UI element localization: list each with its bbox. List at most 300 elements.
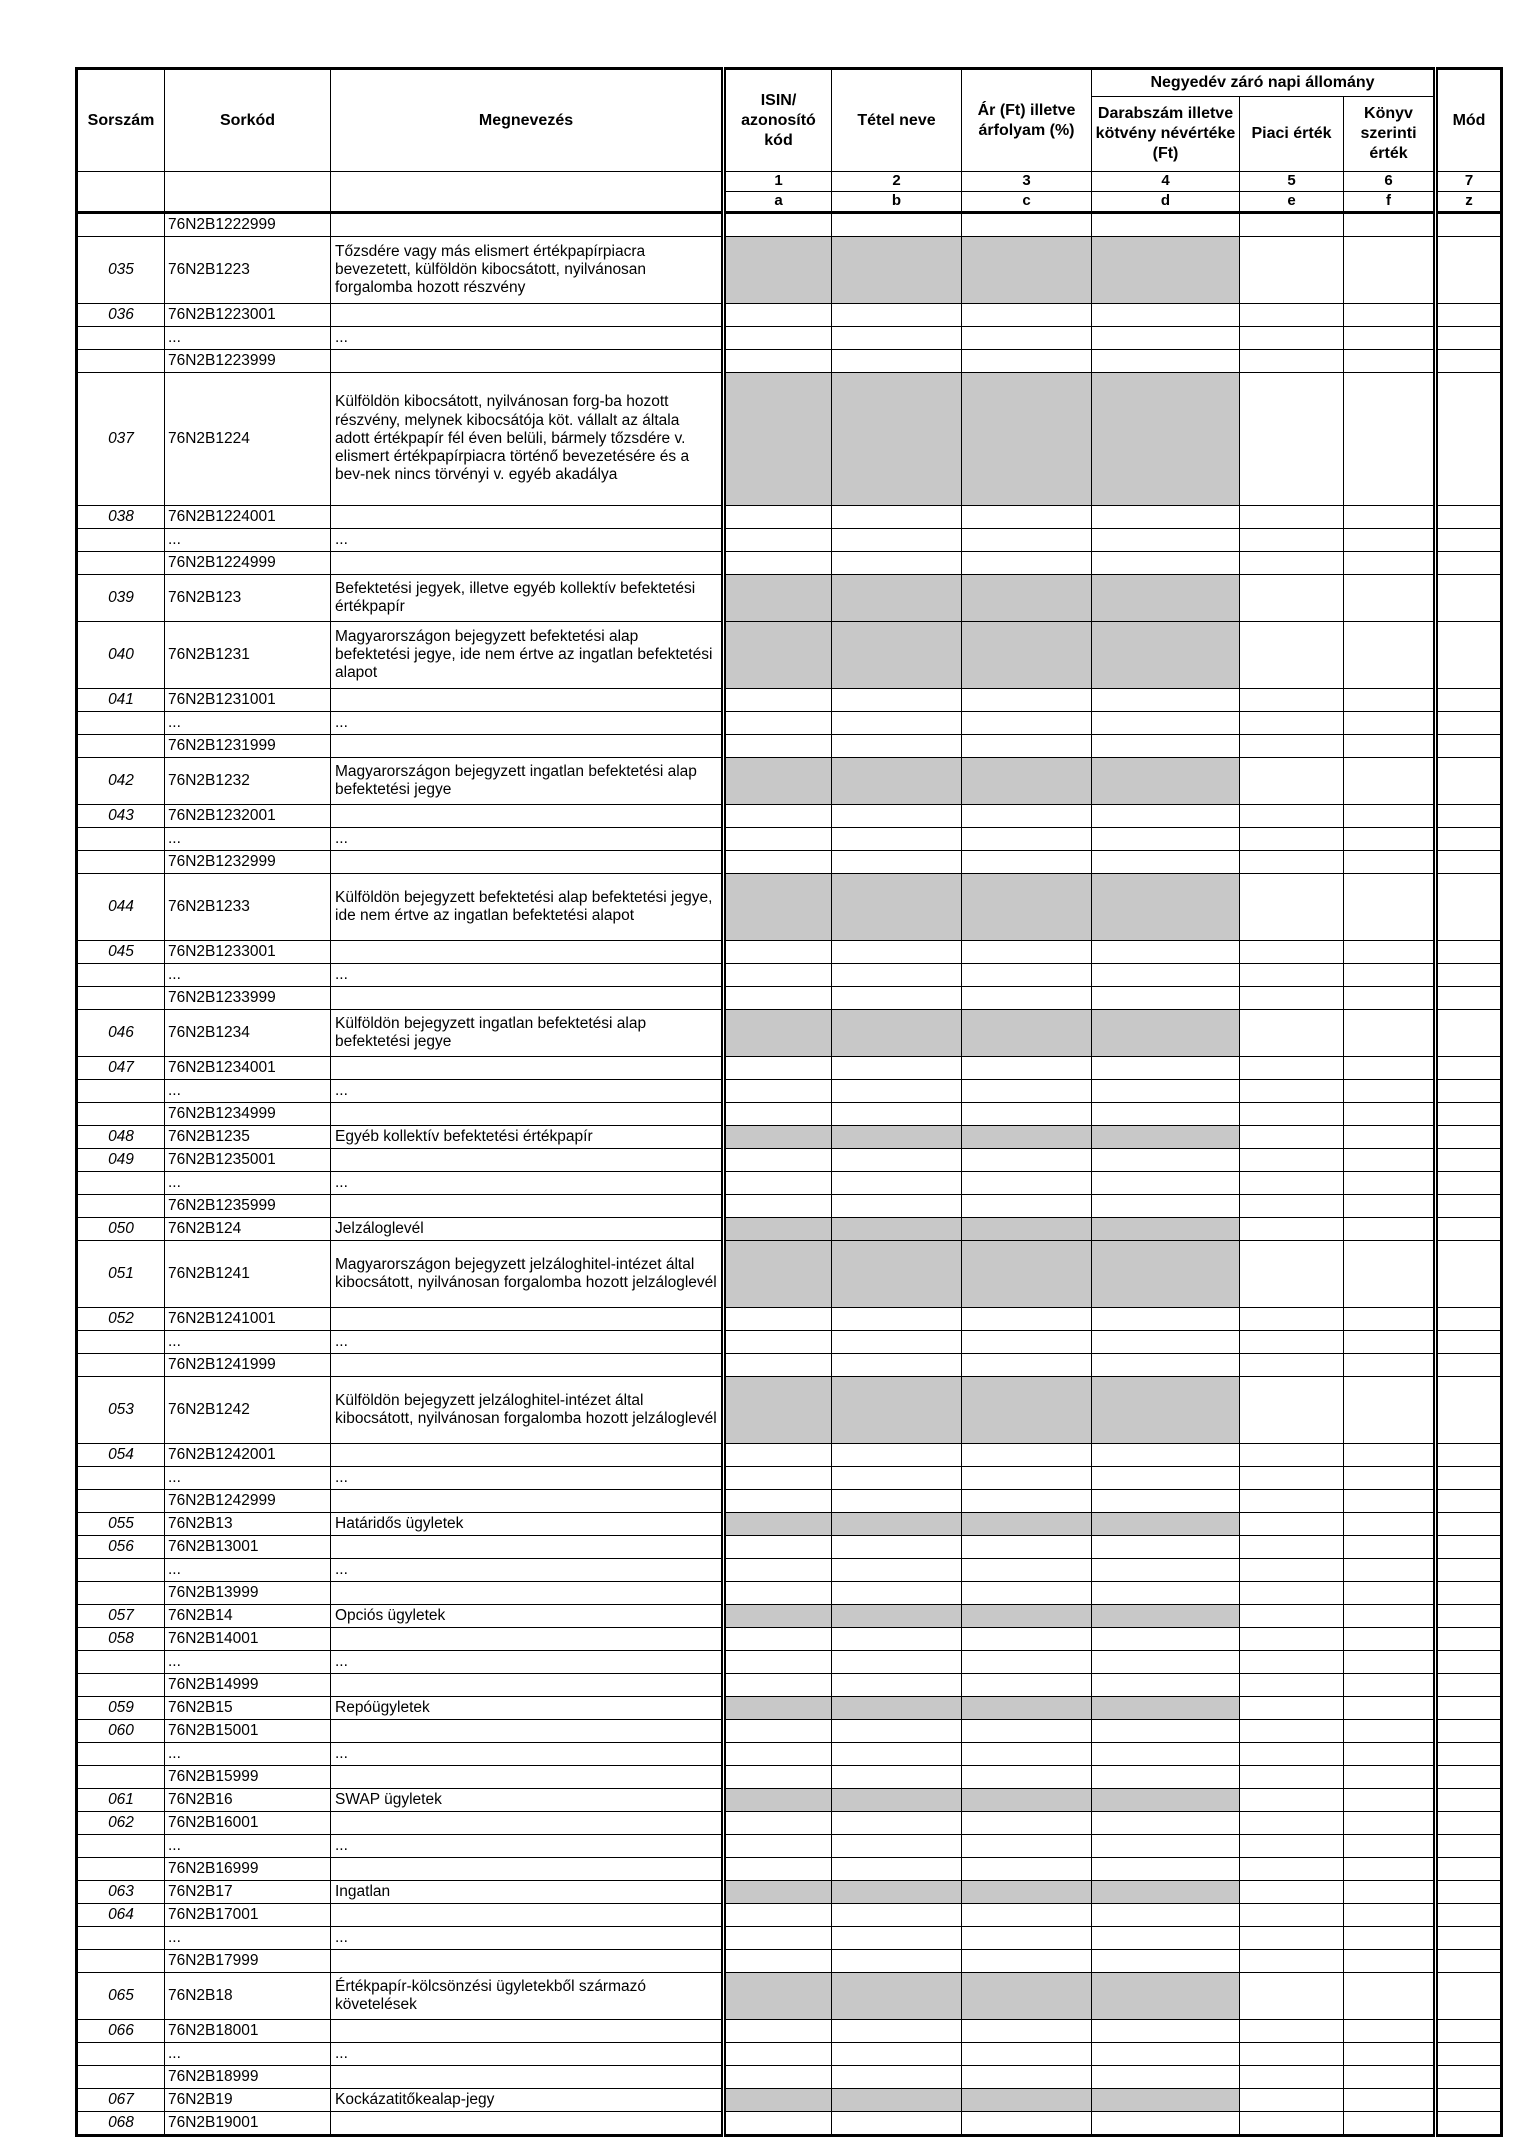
cell-ar[interactable]: [962, 1536, 1092, 1559]
cell-mod[interactable]: [1436, 1218, 1502, 1241]
cell-piaci-ertek[interactable]: [1240, 1743, 1344, 1766]
cell-konyv-ertek[interactable]: [1344, 575, 1436, 622]
cell-darabszam[interactable]: [1092, 1605, 1240, 1628]
cell-darabszam[interactable]: [1092, 1172, 1240, 1195]
cell-darabszam[interactable]: [1092, 1126, 1240, 1149]
cell-konyv-ertek[interactable]: [1344, 1241, 1436, 1308]
cell-konyv-ertek[interactable]: [1344, 304, 1436, 327]
cell-tetel-neve[interactable]: [832, 1080, 962, 1103]
cell-isin[interactable]: [724, 828, 832, 851]
cell-isin[interactable]: [724, 2066, 832, 2089]
cell-konyv-ertek[interactable]: [1344, 1651, 1436, 1674]
cell-isin[interactable]: [724, 689, 832, 712]
cell-piaci-ertek[interactable]: [1240, 1010, 1344, 1057]
cell-piaci-ertek[interactable]: [1240, 1241, 1344, 1308]
cell-piaci-ertek[interactable]: [1240, 575, 1344, 622]
cell-isin[interactable]: [724, 1904, 832, 1927]
cell-isin[interactable]: [724, 506, 832, 529]
cell-konyv-ertek[interactable]: [1344, 828, 1436, 851]
cell-ar[interactable]: [962, 1467, 1092, 1490]
cell-isin[interactable]: [724, 1149, 832, 1172]
cell-ar[interactable]: [962, 1605, 1092, 1628]
cell-darabszam[interactable]: [1092, 1697, 1240, 1720]
cell-mod[interactable]: [1436, 1467, 1502, 1490]
cell-piaci-ertek[interactable]: [1240, 964, 1344, 987]
cell-isin[interactable]: [724, 1218, 832, 1241]
cell-konyv-ertek[interactable]: [1344, 529, 1436, 552]
cell-piaci-ertek[interactable]: [1240, 1697, 1344, 1720]
cell-isin[interactable]: [724, 1172, 832, 1195]
cell-piaci-ertek[interactable]: [1240, 1835, 1344, 1858]
cell-mod[interactable]: [1436, 575, 1502, 622]
cell-isin[interactable]: [724, 1241, 832, 1308]
cell-konyv-ertek[interactable]: [1344, 2043, 1436, 2066]
cell-konyv-ertek[interactable]: [1344, 1513, 1436, 1536]
cell-konyv-ertek[interactable]: [1344, 874, 1436, 941]
cell-darabszam[interactable]: [1092, 1149, 1240, 1172]
cell-mod[interactable]: [1436, 735, 1502, 758]
cell-darabszam[interactable]: [1092, 2020, 1240, 2043]
cell-konyv-ertek[interactable]: [1344, 1950, 1436, 1973]
cell-mod[interactable]: [1436, 2020, 1502, 2043]
cell-mod[interactable]: [1436, 1172, 1502, 1195]
cell-isin[interactable]: [724, 1331, 832, 1354]
cell-isin[interactable]: [724, 350, 832, 373]
cell-isin[interactable]: [724, 1720, 832, 1743]
cell-konyv-ertek[interactable]: [1344, 1057, 1436, 1080]
cell-piaci-ertek[interactable]: [1240, 1559, 1344, 1582]
cell-tetel-neve[interactable]: [832, 1973, 962, 2020]
cell-isin[interactable]: [724, 1582, 832, 1605]
cell-ar[interactable]: [962, 1103, 1092, 1126]
cell-ar[interactable]: [962, 1697, 1092, 1720]
cell-darabszam[interactable]: [1092, 1195, 1240, 1218]
cell-isin[interactable]: [724, 735, 832, 758]
cell-tetel-neve[interactable]: [832, 327, 962, 350]
cell-darabszam[interactable]: [1092, 2089, 1240, 2112]
cell-darabszam[interactable]: [1092, 373, 1240, 506]
cell-mod[interactable]: [1436, 1010, 1502, 1057]
cell-tetel-neve[interactable]: [832, 1835, 962, 1858]
cell-mod[interactable]: [1436, 828, 1502, 851]
cell-isin[interactable]: [724, 1010, 832, 1057]
cell-isin[interactable]: [724, 1103, 832, 1126]
cell-ar[interactable]: [962, 1218, 1092, 1241]
cell-konyv-ertek[interactable]: [1344, 1973, 1436, 2020]
cell-mod[interactable]: [1436, 1651, 1502, 1674]
cell-piaci-ertek[interactable]: [1240, 1513, 1344, 1536]
cell-isin[interactable]: [724, 2089, 832, 2112]
cell-mod[interactable]: [1436, 851, 1502, 874]
cell-darabszam[interactable]: [1092, 622, 1240, 689]
cell-mod[interactable]: [1436, 805, 1502, 828]
cell-ar[interactable]: [962, 1674, 1092, 1697]
cell-ar[interactable]: [962, 1377, 1092, 1444]
cell-isin[interactable]: [724, 1835, 832, 1858]
cell-ar[interactable]: [962, 1904, 1092, 1927]
cell-konyv-ertek[interactable]: [1344, 1308, 1436, 1331]
cell-piaci-ertek[interactable]: [1240, 874, 1344, 941]
cell-konyv-ertek[interactable]: [1344, 1605, 1436, 1628]
cell-mod[interactable]: [1436, 689, 1502, 712]
cell-ar[interactable]: [962, 1950, 1092, 1973]
cell-darabszam[interactable]: [1092, 941, 1240, 964]
cell-konyv-ertek[interactable]: [1344, 1218, 1436, 1241]
cell-mod[interactable]: [1436, 327, 1502, 350]
cell-mod[interactable]: [1436, 1536, 1502, 1559]
cell-ar[interactable]: [962, 2020, 1092, 2043]
cell-tetel-neve[interactable]: [832, 1057, 962, 1080]
cell-ar[interactable]: [962, 552, 1092, 575]
cell-konyv-ertek[interactable]: [1344, 1377, 1436, 1444]
cell-darabszam[interactable]: [1092, 1559, 1240, 1582]
cell-tetel-neve[interactable]: [832, 712, 962, 735]
cell-konyv-ertek[interactable]: [1344, 712, 1436, 735]
cell-isin[interactable]: [724, 1080, 832, 1103]
cell-ar[interactable]: [962, 1241, 1092, 1308]
cell-ar[interactable]: [962, 1651, 1092, 1674]
cell-tetel-neve[interactable]: [832, 1697, 962, 1720]
cell-konyv-ertek[interactable]: [1344, 1858, 1436, 1881]
cell-isin[interactable]: [724, 874, 832, 941]
cell-piaci-ertek[interactable]: [1240, 758, 1344, 805]
cell-konyv-ertek[interactable]: [1344, 851, 1436, 874]
cell-ar[interactable]: [962, 1881, 1092, 1904]
cell-tetel-neve[interactable]: [832, 2020, 962, 2043]
cell-konyv-ertek[interactable]: [1344, 622, 1436, 689]
cell-konyv-ertek[interactable]: [1344, 1789, 1436, 1812]
cell-konyv-ertek[interactable]: [1344, 373, 1436, 506]
cell-mod[interactable]: [1436, 1904, 1502, 1927]
cell-ar[interactable]: [962, 851, 1092, 874]
cell-ar[interactable]: [962, 213, 1092, 237]
cell-piaci-ertek[interactable]: [1240, 1766, 1344, 1789]
cell-mod[interactable]: [1436, 1881, 1502, 1904]
cell-konyv-ertek[interactable]: [1344, 1490, 1436, 1513]
cell-piaci-ertek[interactable]: [1240, 1057, 1344, 1080]
cell-piaci-ertek[interactable]: [1240, 1195, 1344, 1218]
cell-isin[interactable]: [724, 529, 832, 552]
cell-mod[interactable]: [1436, 1490, 1502, 1513]
cell-tetel-neve[interactable]: [832, 828, 962, 851]
cell-darabszam[interactable]: [1092, 1308, 1240, 1331]
cell-isin[interactable]: [724, 552, 832, 575]
cell-piaci-ertek[interactable]: [1240, 1812, 1344, 1835]
cell-ar[interactable]: [962, 941, 1092, 964]
cell-mod[interactable]: [1436, 2112, 1502, 2136]
cell-ar[interactable]: [962, 1172, 1092, 1195]
cell-piaci-ertek[interactable]: [1240, 1149, 1344, 1172]
cell-mod[interactable]: [1436, 350, 1502, 373]
cell-ar[interactable]: [962, 1927, 1092, 1950]
cell-piaci-ertek[interactable]: [1240, 1881, 1344, 1904]
cell-mod[interactable]: [1436, 622, 1502, 689]
cell-isin[interactable]: [724, 1490, 832, 1513]
cell-isin[interactable]: [724, 1812, 832, 1835]
cell-ar[interactable]: [962, 506, 1092, 529]
cell-darabszam[interactable]: [1092, 1467, 1240, 1490]
cell-mod[interactable]: [1436, 1559, 1502, 1582]
cell-piaci-ertek[interactable]: [1240, 987, 1344, 1010]
cell-konyv-ertek[interactable]: [1344, 552, 1436, 575]
cell-isin[interactable]: [724, 1697, 832, 1720]
cell-piaci-ertek[interactable]: [1240, 1605, 1344, 1628]
cell-mod[interactable]: [1436, 1697, 1502, 1720]
cell-mod[interactable]: [1436, 213, 1502, 237]
cell-ar[interactable]: [962, 735, 1092, 758]
cell-konyv-ertek[interactable]: [1344, 1467, 1436, 1490]
cell-darabszam[interactable]: [1092, 1720, 1240, 1743]
cell-piaci-ertek[interactable]: [1240, 1444, 1344, 1467]
cell-konyv-ertek[interactable]: [1344, 1697, 1436, 1720]
cell-ar[interactable]: [962, 1490, 1092, 1513]
cell-tetel-neve[interactable]: [832, 2066, 962, 2089]
cell-ar[interactable]: [962, 874, 1092, 941]
cell-darabszam[interactable]: [1092, 1331, 1240, 1354]
cell-konyv-ertek[interactable]: [1344, 1835, 1436, 1858]
cell-darabszam[interactable]: [1092, 987, 1240, 1010]
cell-darabszam[interactable]: [1092, 1973, 1240, 2020]
cell-konyv-ertek[interactable]: [1344, 689, 1436, 712]
cell-konyv-ertek[interactable]: [1344, 506, 1436, 529]
cell-mod[interactable]: [1436, 2043, 1502, 2066]
cell-isin[interactable]: [724, 1195, 832, 1218]
cell-darabszam[interactable]: [1092, 1582, 1240, 1605]
cell-darabszam[interactable]: [1092, 1057, 1240, 1080]
cell-tetel-neve[interactable]: [832, 213, 962, 237]
cell-piaci-ertek[interactable]: [1240, 1858, 1344, 1881]
cell-darabszam[interactable]: [1092, 1812, 1240, 1835]
cell-isin[interactable]: [724, 1743, 832, 1766]
cell-darabszam[interactable]: [1092, 213, 1240, 237]
cell-mod[interactable]: [1436, 1308, 1502, 1331]
cell-piaci-ertek[interactable]: [1240, 1628, 1344, 1651]
cell-darabszam[interactable]: [1092, 874, 1240, 941]
cell-isin[interactable]: [724, 964, 832, 987]
cell-piaci-ertek[interactable]: [1240, 1354, 1344, 1377]
cell-piaci-ertek[interactable]: [1240, 1651, 1344, 1674]
cell-darabszam[interactable]: [1092, 1789, 1240, 1812]
cell-tetel-neve[interactable]: [832, 1241, 962, 1308]
cell-konyv-ertek[interactable]: [1344, 1582, 1436, 1605]
cell-isin[interactable]: [724, 1927, 832, 1950]
cell-darabszam[interactable]: [1092, 1513, 1240, 1536]
cell-mod[interactable]: [1436, 1331, 1502, 1354]
cell-isin[interactable]: [724, 2020, 832, 2043]
cell-konyv-ertek[interactable]: [1344, 1628, 1436, 1651]
cell-tetel-neve[interactable]: [832, 1559, 962, 1582]
cell-piaci-ertek[interactable]: [1240, 1582, 1344, 1605]
cell-isin[interactable]: [724, 1467, 832, 1490]
cell-ar[interactable]: [962, 1010, 1092, 1057]
cell-tetel-neve[interactable]: [832, 304, 962, 327]
cell-piaci-ertek[interactable]: [1240, 2066, 1344, 2089]
cell-isin[interactable]: [724, 237, 832, 304]
cell-piaci-ertek[interactable]: [1240, 304, 1344, 327]
cell-piaci-ertek[interactable]: [1240, 373, 1344, 506]
cell-konyv-ertek[interactable]: [1344, 1195, 1436, 1218]
cell-ar[interactable]: [962, 1444, 1092, 1467]
cell-darabszam[interactable]: [1092, 1858, 1240, 1881]
cell-isin[interactable]: [724, 373, 832, 506]
cell-piaci-ertek[interactable]: [1240, 1789, 1344, 1812]
cell-tetel-neve[interactable]: [832, 1605, 962, 1628]
cell-isin[interactable]: [724, 1651, 832, 1674]
cell-piaci-ertek[interactable]: [1240, 1674, 1344, 1697]
cell-piaci-ertek[interactable]: [1240, 529, 1344, 552]
cell-isin[interactable]: [724, 851, 832, 874]
cell-darabszam[interactable]: [1092, 1490, 1240, 1513]
cell-tetel-neve[interactable]: [832, 689, 962, 712]
cell-mod[interactable]: [1436, 1377, 1502, 1444]
cell-darabszam[interactable]: [1092, 2112, 1240, 2136]
cell-piaci-ertek[interactable]: [1240, 805, 1344, 828]
cell-darabszam[interactable]: [1092, 2066, 1240, 2089]
cell-piaci-ertek[interactable]: [1240, 735, 1344, 758]
cell-piaci-ertek[interactable]: [1240, 689, 1344, 712]
cell-darabszam[interactable]: [1092, 1927, 1240, 1950]
cell-darabszam[interactable]: [1092, 1766, 1240, 1789]
cell-ar[interactable]: [962, 1057, 1092, 1080]
cell-tetel-neve[interactable]: [832, 1103, 962, 1126]
cell-ar[interactable]: [962, 1766, 1092, 1789]
cell-ar[interactable]: [962, 1149, 1092, 1172]
cell-mod[interactable]: [1436, 1241, 1502, 1308]
cell-piaci-ertek[interactable]: [1240, 2020, 1344, 2043]
cell-tetel-neve[interactable]: [832, 1766, 962, 1789]
cell-tetel-neve[interactable]: [832, 874, 962, 941]
cell-darabszam[interactable]: [1092, 1010, 1240, 1057]
cell-darabszam[interactable]: [1092, 964, 1240, 987]
cell-tetel-neve[interactable]: [832, 1628, 962, 1651]
cell-ar[interactable]: [962, 828, 1092, 851]
cell-mod[interactable]: [1436, 1149, 1502, 1172]
cell-konyv-ertek[interactable]: [1344, 1674, 1436, 1697]
cell-darabszam[interactable]: [1092, 1080, 1240, 1103]
cell-darabszam[interactable]: [1092, 828, 1240, 851]
cell-tetel-neve[interactable]: [832, 2089, 962, 2112]
cell-isin[interactable]: [724, 213, 832, 237]
cell-konyv-ertek[interactable]: [1344, 1126, 1436, 1149]
cell-darabszam[interactable]: [1092, 350, 1240, 373]
cell-tetel-neve[interactable]: [832, 506, 962, 529]
cell-tetel-neve[interactable]: [832, 2112, 962, 2136]
cell-tetel-neve[interactable]: [832, 1651, 962, 1674]
cell-piaci-ertek[interactable]: [1240, 1927, 1344, 1950]
cell-piaci-ertek[interactable]: [1240, 1973, 1344, 2020]
cell-piaci-ertek[interactable]: [1240, 1467, 1344, 1490]
cell-ar[interactable]: [962, 373, 1092, 506]
cell-ar[interactable]: [962, 237, 1092, 304]
cell-mod[interactable]: [1436, 1126, 1502, 1149]
cell-piaci-ertek[interactable]: [1240, 1720, 1344, 1743]
cell-mod[interactable]: [1436, 1766, 1502, 1789]
cell-isin[interactable]: [724, 1766, 832, 1789]
cell-piaci-ertek[interactable]: [1240, 552, 1344, 575]
cell-ar[interactable]: [962, 1126, 1092, 1149]
cell-konyv-ertek[interactable]: [1344, 987, 1436, 1010]
cell-tetel-neve[interactable]: [832, 1331, 962, 1354]
cell-konyv-ertek[interactable]: [1344, 327, 1436, 350]
cell-isin[interactable]: [724, 575, 832, 622]
cell-darabszam[interactable]: [1092, 304, 1240, 327]
cell-mod[interactable]: [1436, 1354, 1502, 1377]
cell-konyv-ertek[interactable]: [1344, 1354, 1436, 1377]
cell-tetel-neve[interactable]: [832, 237, 962, 304]
cell-mod[interactable]: [1436, 1835, 1502, 1858]
cell-ar[interactable]: [962, 987, 1092, 1010]
cell-darabszam[interactable]: [1092, 758, 1240, 805]
cell-mod[interactable]: [1436, 987, 1502, 1010]
cell-konyv-ertek[interactable]: [1344, 1766, 1436, 1789]
cell-mod[interactable]: [1436, 1605, 1502, 1628]
cell-isin[interactable]: [724, 1513, 832, 1536]
cell-darabszam[interactable]: [1092, 1881, 1240, 1904]
cell-ar[interactable]: [962, 1743, 1092, 1766]
cell-mod[interactable]: [1436, 1789, 1502, 1812]
cell-mod[interactable]: [1436, 529, 1502, 552]
cell-isin[interactable]: [724, 1950, 832, 1973]
cell-piaci-ertek[interactable]: [1240, 1490, 1344, 1513]
cell-ar[interactable]: [962, 327, 1092, 350]
cell-ar[interactable]: [962, 2112, 1092, 2136]
cell-tetel-neve[interactable]: [832, 851, 962, 874]
cell-darabszam[interactable]: [1092, 552, 1240, 575]
cell-isin[interactable]: [724, 1536, 832, 1559]
cell-piaci-ertek[interactable]: [1240, 1080, 1344, 1103]
cell-darabszam[interactable]: [1092, 1835, 1240, 1858]
cell-darabszam[interactable]: [1092, 575, 1240, 622]
cell-isin[interactable]: [724, 1559, 832, 1582]
cell-ar[interactable]: [962, 1080, 1092, 1103]
cell-darabszam[interactable]: [1092, 689, 1240, 712]
cell-ar[interactable]: [962, 304, 1092, 327]
cell-konyv-ertek[interactable]: [1344, 2112, 1436, 2136]
cell-tetel-neve[interactable]: [832, 1218, 962, 1241]
cell-isin[interactable]: [724, 941, 832, 964]
cell-konyv-ertek[interactable]: [1344, 1080, 1436, 1103]
cell-konyv-ertek[interactable]: [1344, 1743, 1436, 1766]
cell-ar[interactable]: [962, 1331, 1092, 1354]
cell-mod[interactable]: [1436, 1858, 1502, 1881]
cell-piaci-ertek[interactable]: [1240, 828, 1344, 851]
cell-mod[interactable]: [1436, 712, 1502, 735]
cell-mod[interactable]: [1436, 1950, 1502, 1973]
cell-darabszam[interactable]: [1092, 1628, 1240, 1651]
cell-tetel-neve[interactable]: [832, 941, 962, 964]
cell-tetel-neve[interactable]: [832, 987, 962, 1010]
cell-isin[interactable]: [724, 1973, 832, 2020]
cell-tetel-neve[interactable]: [832, 1195, 962, 1218]
cell-konyv-ertek[interactable]: [1344, 1720, 1436, 1743]
cell-tetel-neve[interactable]: [832, 373, 962, 506]
cell-piaci-ertek[interactable]: [1240, 1218, 1344, 1241]
cell-mod[interactable]: [1436, 1973, 1502, 2020]
cell-tetel-neve[interactable]: [832, 1513, 962, 1536]
cell-ar[interactable]: [962, 529, 1092, 552]
cell-ar[interactable]: [962, 2089, 1092, 2112]
cell-darabszam[interactable]: [1092, 529, 1240, 552]
cell-mod[interactable]: [1436, 1628, 1502, 1651]
cell-konyv-ertek[interactable]: [1344, 964, 1436, 987]
cell-darabszam[interactable]: [1092, 1241, 1240, 1308]
cell-ar[interactable]: [962, 350, 1092, 373]
cell-darabszam[interactable]: [1092, 1950, 1240, 1973]
cell-piaci-ertek[interactable]: [1240, 2112, 1344, 2136]
cell-darabszam[interactable]: [1092, 1218, 1240, 1241]
cell-isin[interactable]: [724, 805, 832, 828]
cell-ar[interactable]: [962, 575, 1092, 622]
